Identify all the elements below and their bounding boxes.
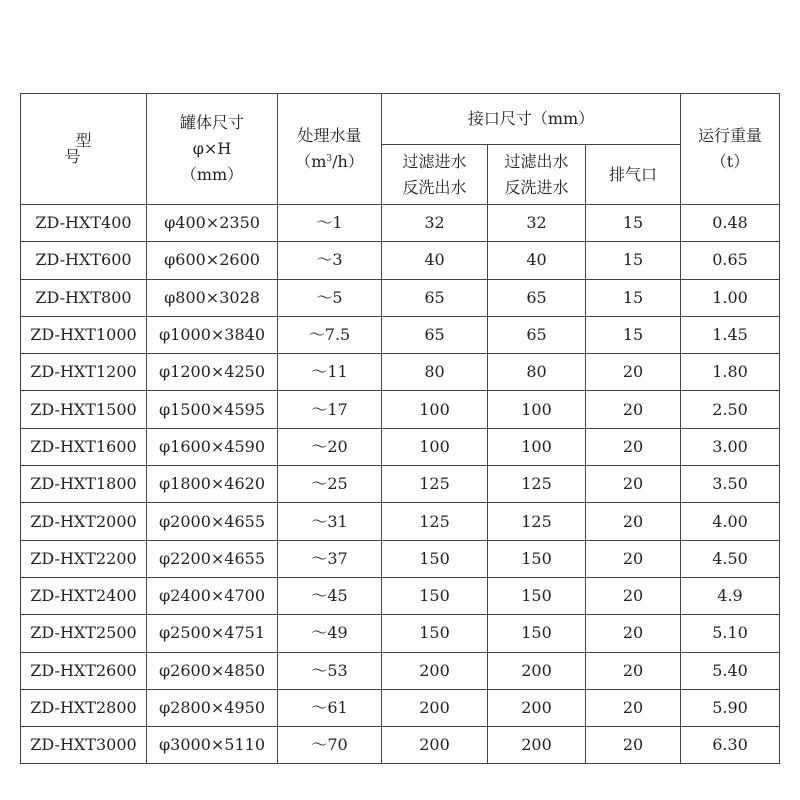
weight-cell: 3.00 <box>681 428 780 465</box>
model-cell: ZD-HXT400 <box>21 205 147 242</box>
header-capacity <box>278 94 382 205</box>
filter-inlet-cell: 80 <box>382 354 488 391</box>
model-cell: ZD-HXT2000 <box>21 503 147 540</box>
model-cell: ZD-HXT600 <box>21 242 147 279</box>
header-capacity-unit: $(m^3/h)$ <box>295 152 364 171</box>
filter-inlet-cell: 150 <box>382 540 488 577</box>
table-row <box>21 503 780 540</box>
filter-outlet-cell: 200 <box>488 652 586 689</box>
model-cell: ZD-HXT2200 <box>21 540 147 577</box>
header-vent: 排气口 <box>586 145 681 205</box>
table-row <box>21 727 780 764</box>
vent-cell: 20 <box>586 577 681 614</box>
tank-size-cell: φ2600×4850 <box>147 652 278 689</box>
filter-inlet-cell: 150 <box>382 615 488 652</box>
vent-cell: 20 <box>586 689 681 726</box>
vent-cell: 20 <box>586 466 681 503</box>
tank-size-cell: φ2800×4950 <box>147 689 278 726</box>
filter-outlet-cell: 80 <box>488 354 586 391</box>
table-row <box>21 242 780 279</box>
table-row <box>21 391 780 428</box>
model-cell: ZD-HXT1500 <box>21 391 147 428</box>
weight-cell: 4.00 <box>681 503 780 540</box>
vent-cell: 20 <box>586 652 681 689</box>
weight-cell: 1.80 <box>681 354 780 391</box>
filter-outlet-cell: 125 <box>488 466 586 503</box>
table-row <box>21 354 780 391</box>
weight-cell: 4.50 <box>681 540 780 577</box>
header-tank-size-title: 罐体尺寸 <box>179 113 244 132</box>
table-row <box>21 615 780 652</box>
filter-inlet-cell: 100 <box>382 391 488 428</box>
table-row <box>21 428 780 465</box>
filter-inlet-cell: 200 <box>382 727 488 764</box>
table-row <box>21 279 780 316</box>
header-filter-inlet: 过滤进水 反洗出水 <box>382 145 488 205</box>
header-interface: 接口尺寸（mm） <box>382 94 681 145</box>
filter-outlet-cell: 65 <box>488 316 586 353</box>
header-tank-size <box>147 94 278 205</box>
filter-outlet-cell: 200 <box>488 727 586 764</box>
tank-size-cell: φ1800×4620 <box>147 466 278 503</box>
tank-size-cell: φ1000×3840 <box>147 316 278 353</box>
weight-cell: 1.45 <box>681 316 780 353</box>
capacity-cell: ～49 <box>278 615 382 652</box>
filter-inlet-cell: 65 <box>382 316 488 353</box>
weight-cell: 3.50 <box>681 466 780 503</box>
model-cell: ZD-HXT1200 <box>21 354 147 391</box>
vent-cell: 20 <box>586 727 681 764</box>
tank-size-cell: φ2500×4751 <box>147 615 278 652</box>
filter-inlet-cell: 65 <box>382 279 488 316</box>
tank-size-cell: φ2400×4700 <box>147 577 278 614</box>
capacity-cell: ～20 <box>278 428 382 465</box>
capacity-cell: ～11 <box>278 354 382 391</box>
header-tank-size-formula: φ×H <box>192 139 232 158</box>
table-row <box>21 577 780 614</box>
model-cell: ZD-HXT2500 <box>21 615 147 652</box>
table-row <box>21 540 780 577</box>
capacity-cell: ～7.5 <box>278 316 382 353</box>
table-row <box>21 205 780 242</box>
filter-inlet-cell: 100 <box>382 428 488 465</box>
filter-outlet-cell: 150 <box>488 615 586 652</box>
header-weight-title: 运行重量 <box>697 126 762 145</box>
weight-cell: 0.48 <box>681 205 780 242</box>
filter-inlet-cell: 125 <box>382 466 488 503</box>
spec-table <box>20 93 780 764</box>
header-capacity-title: 处理水量 <box>297 126 362 145</box>
model-cell: ZD-HXT2800 <box>21 689 147 726</box>
filter-outlet-cell: 200 <box>488 689 586 726</box>
tank-size-cell: φ3000×5110 <box>147 727 278 764</box>
capacity-cell: ～53 <box>278 652 382 689</box>
filter-outlet-cell: 100 <box>488 428 586 465</box>
tank-size-cell: φ1500×4595 <box>147 391 278 428</box>
capacity-cell: ～3 <box>278 242 382 279</box>
weight-cell: 0.65 <box>681 242 780 279</box>
table-row <box>21 689 780 726</box>
capacity-cell: ～37 <box>278 540 382 577</box>
capacity-cell: ～1 <box>278 205 382 242</box>
table-row <box>21 316 780 353</box>
filter-outlet-cell: 32 <box>488 205 586 242</box>
filter-inlet-cell: 40 <box>382 242 488 279</box>
model-cell: ZD-HXT1000 <box>21 316 147 353</box>
table-row <box>21 466 780 503</box>
header-tank-size-unit: （mm） <box>180 165 244 184</box>
model-cell: ZD-HXT800 <box>21 279 147 316</box>
filter-inlet-cell: 125 <box>382 503 488 540</box>
filter-inlet-cell: 200 <box>382 652 488 689</box>
model-cell: ZD-HXT3000 <box>21 727 147 764</box>
capacity-cell: ～5 <box>278 279 382 316</box>
tank-size-cell: φ400×2350 <box>147 205 278 242</box>
vent-cell: 15 <box>586 279 681 316</box>
capacity-cell: ～45 <box>278 577 382 614</box>
spec-table-body <box>21 205 780 764</box>
header-weight-unit: （t） <box>710 152 750 171</box>
header-filter-outlet: 过滤出水 反洗进水 <box>488 145 586 205</box>
tank-size-cell: φ1600×4590 <box>147 428 278 465</box>
vent-cell: 20 <box>586 540 681 577</box>
filter-outlet-cell: 150 <box>488 540 586 577</box>
tank-size-cell: φ2000×4655 <box>147 503 278 540</box>
filter-outlet-cell: 40 <box>488 242 586 279</box>
filter-outlet-cell: 150 <box>488 577 586 614</box>
tank-size-cell: φ2200×4655 <box>147 540 278 577</box>
vent-cell: 15 <box>586 205 681 242</box>
capacity-cell: ～31 <box>278 503 382 540</box>
tank-size-cell: φ1200×4250 <box>147 354 278 391</box>
model-cell: ZD-HXT2400 <box>21 577 147 614</box>
filter-outlet-cell: 65 <box>488 279 586 316</box>
capacity-cell: ～70 <box>278 727 382 764</box>
model-cell: ZD-HXT1600 <box>21 428 147 465</box>
vent-cell: 15 <box>586 242 681 279</box>
vent-cell: 15 <box>586 316 681 353</box>
weight-cell: 6.30 <box>681 727 780 764</box>
weight-cell: 2.50 <box>681 391 780 428</box>
vent-cell: 20 <box>586 615 681 652</box>
header-weight <box>681 94 780 205</box>
model-cell: ZD-HXT1800 <box>21 466 147 503</box>
weight-cell: 5.40 <box>681 652 780 689</box>
vent-cell: 20 <box>586 428 681 465</box>
model-cell: ZD-HXT2600 <box>21 652 147 689</box>
capacity-cell: ～25 <box>278 466 382 503</box>
filter-outlet-cell: 100 <box>488 391 586 428</box>
header-model: 型 号 <box>21 94 147 205</box>
weight-cell: 5.90 <box>681 689 780 726</box>
table-row <box>21 652 780 689</box>
capacity-cell: ～61 <box>278 689 382 726</box>
capacity-cell: ～17 <box>278 391 382 428</box>
weight-cell: 4.9 <box>681 577 780 614</box>
tank-size-cell: φ600×2600 <box>147 242 278 279</box>
filter-inlet-cell: 200 <box>382 689 488 726</box>
vent-cell: 20 <box>586 503 681 540</box>
filter-inlet-cell: 32 <box>382 205 488 242</box>
weight-cell: 1.00 <box>681 279 780 316</box>
vent-cell: 20 <box>586 354 681 391</box>
vent-cell: 20 <box>586 391 681 428</box>
filter-inlet-cell: 150 <box>382 577 488 614</box>
tank-size-cell: φ800×3028 <box>147 279 278 316</box>
weight-cell: 5.10 <box>681 615 780 652</box>
filter-outlet-cell: 125 <box>488 503 586 540</box>
